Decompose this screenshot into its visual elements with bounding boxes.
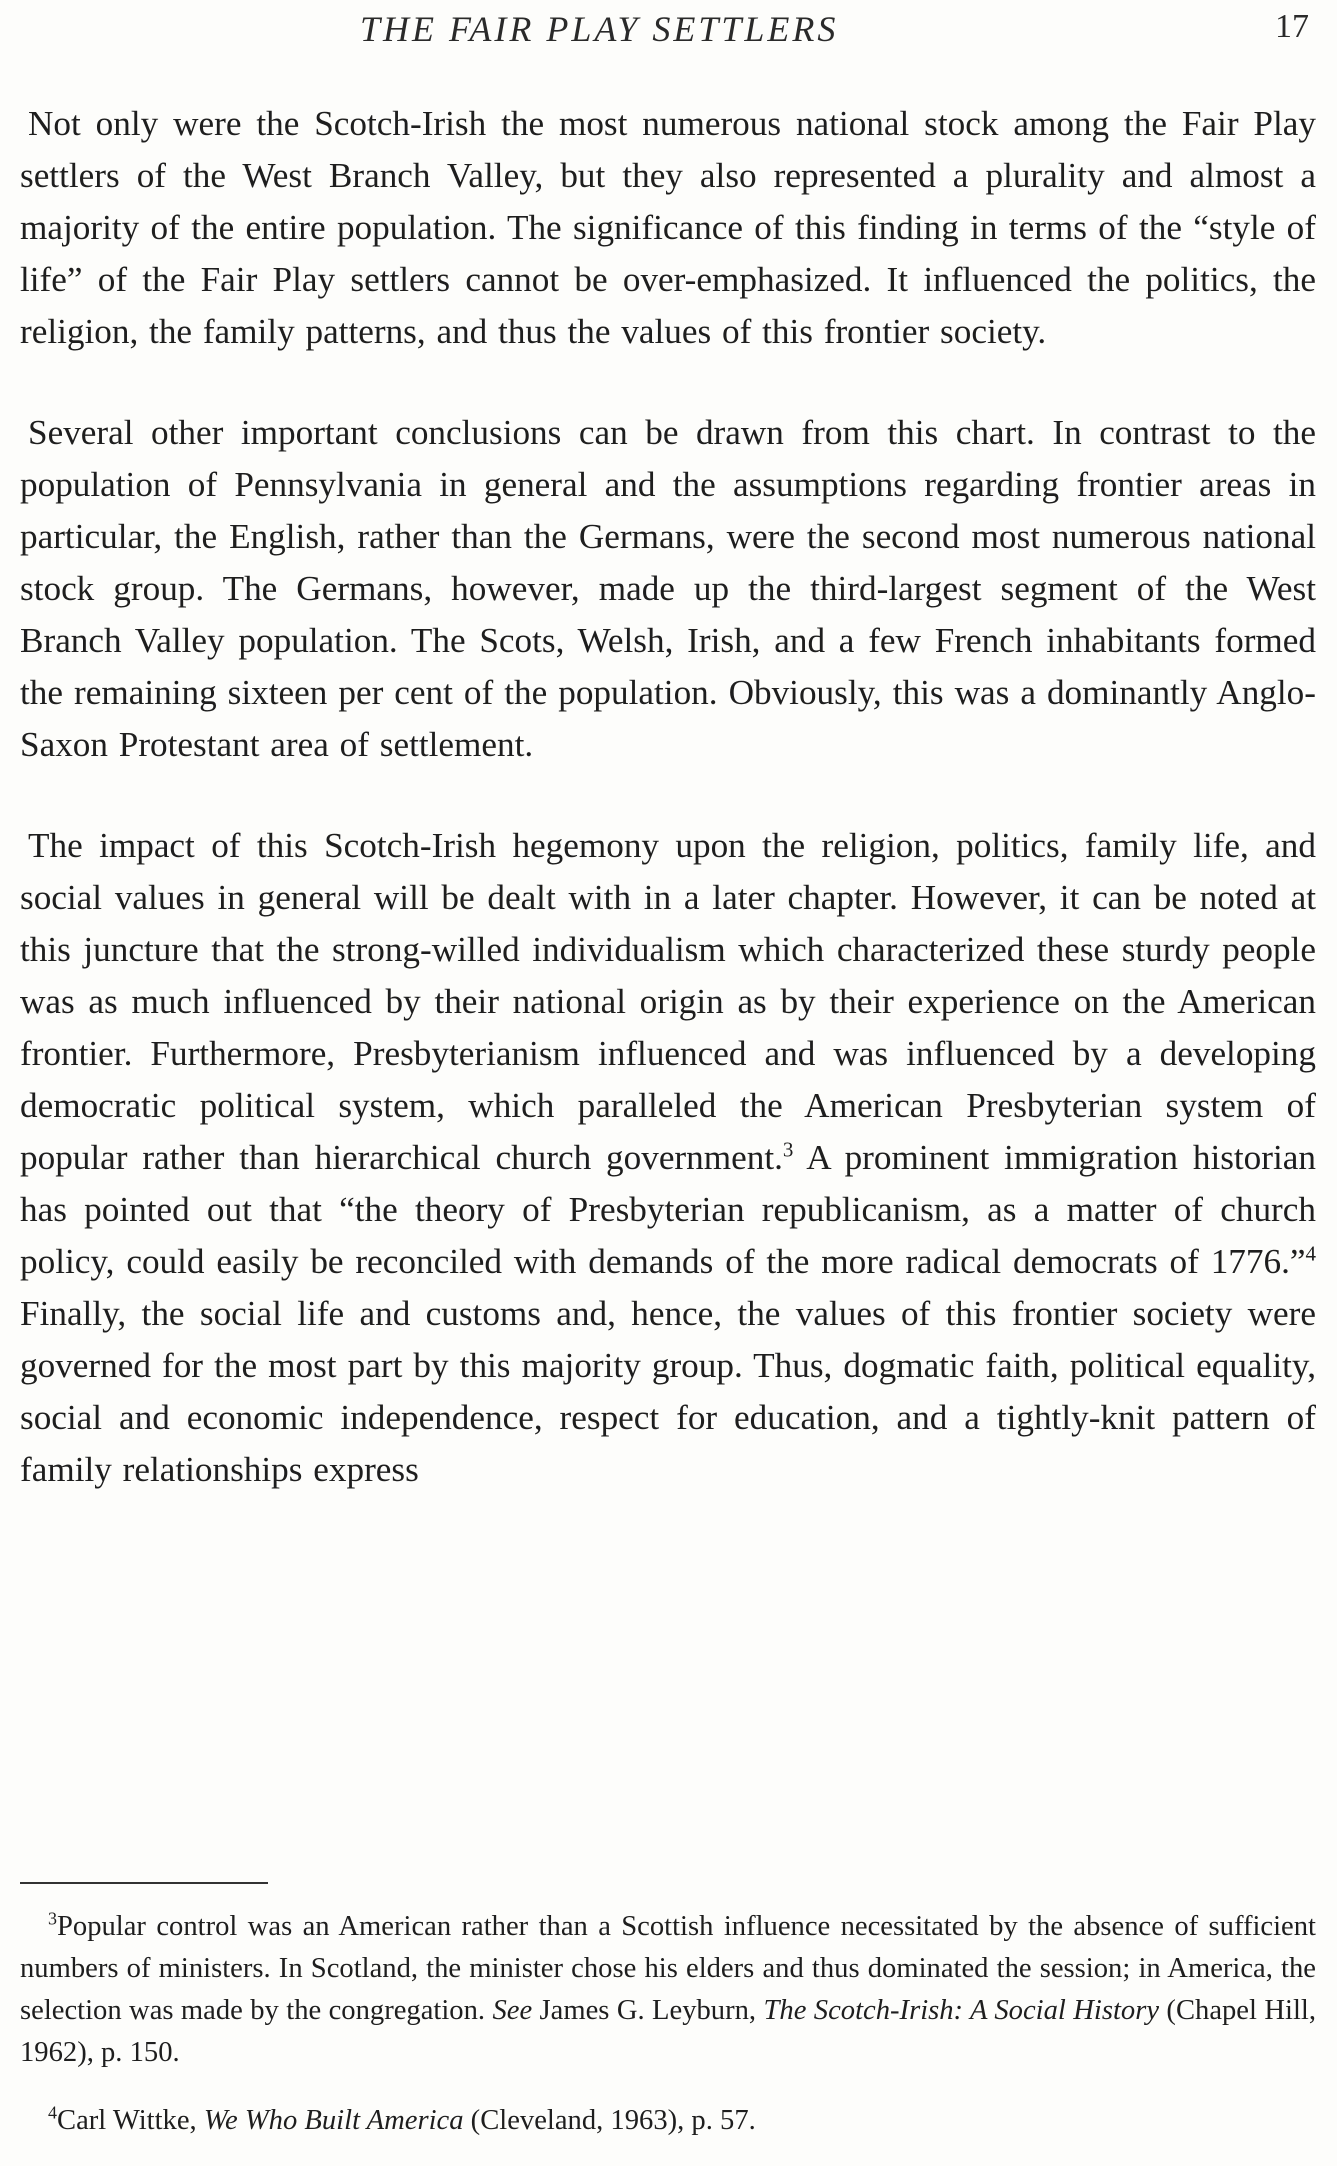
paragraph-3-part-2: A prominent immigration historian has pointed out that “the theory of Presbyterian republicanism, as a matter of church policy, could easily be reconciled with demands of the more radical democrats of 1776.”: [20, 1138, 1316, 1281]
running-head: [0, 8, 1337, 58]
footnote-3-book-title: The Scotch-Irish: A Social History: [763, 1995, 1160, 2026]
footnote-3-citation: (Chapel Hill, 1962), p. 150.: [20, 1995, 1316, 2068]
paragraph-3-part-1: The impact of this Scotch-Irish hegemony upon the religion, politics, family life, and social values in general will be dealt with in a later chapter. However, it can be noted at this juncture that the strong-willed individualism which characterized these sturdy people was as much influenced by their national origin as by their experience on the American frontier. Furthermore, Presbyterianism influenced and was influenced by a developing democratic political system, which paralleled the American Presbyterian system of popular rather than hierarchical church government.: [20, 826, 1316, 1177]
body-text: [20, 98, 1316, 1496]
footnotes: [20, 1906, 1316, 2142]
paragraph-3-part-3: Finally, the social life and customs and, hence, the values of this frontier society were governed for the most part by this majority group. Thus, dogmatic faith, political equality, social and economic independence, respect for education, and a tightly-knit pattern of family relationships express: [20, 1294, 1316, 1489]
footnote-divider: [20, 1882, 268, 1884]
paragraph-2: Several other important conclusions can be drawn from this chart. In contrast to the population of Pennsylvania in general and the assumptions regarding frontier areas in particular, the English, rather than the Germans, were the second most numerous national stock group. The Germans, however, made up the third-largest segment of the West Branch Valley population. The Scots, Welsh, Irish, and a few French inhabitants formed the remaining sixteen per cent of the population. Obviously, this was a dominantly Anglo-Saxon Protestant area of settlement.: [20, 413, 1316, 764]
paragraph-1: Not only were the Scotch-Irish the most numerous national stock among the Fair Play settlers of the West Branch Valley, but they also represented a plurality and almost a majority of the entire population. The significance of this finding in terms of the “style of life” of the Fair Play settlers cannot be over-emphasized. It influenced the politics, the religion, the family patterns, and thus the values of this frontier society.: [20, 104, 1316, 351]
running-title: THE FAIR PLAY SETTLERS: [360, 9, 839, 49]
footnote-ref-3[interactable]: 3: [782, 1137, 794, 1162]
footnote-4-book-title: We Who Built America: [203, 2105, 464, 2136]
footnote-3-marker: 3: [48, 1908, 57, 1929]
footnote-3: [20, 1906, 1316, 2074]
page-number: 17: [1275, 8, 1309, 45]
paragraph-3: [20, 820, 1316, 1496]
footnote-4-citation: (Cleveland, 1963), p. 57.: [463, 2105, 756, 2136]
footnote-ref-4[interactable]: 4: [1305, 1241, 1316, 1266]
footnote-4: [20, 2100, 1316, 2142]
footnote-4-marker: 4: [48, 2102, 57, 2123]
footnote-3-author: James G. Leyburn,: [532, 1995, 764, 2026]
footnote-4-author: Carl Wittke,: [57, 2105, 204, 2136]
footnote-3-see: See: [492, 1995, 533, 2026]
footnote-3-text: Popular control was an American rather than a Scottish influence necessitated by the absence of sufficient numbers of ministers. In Scotland, the minister chose his elders and thus dominated the session; in America, the selection was made by the congregation.: [20, 1911, 1316, 2026]
